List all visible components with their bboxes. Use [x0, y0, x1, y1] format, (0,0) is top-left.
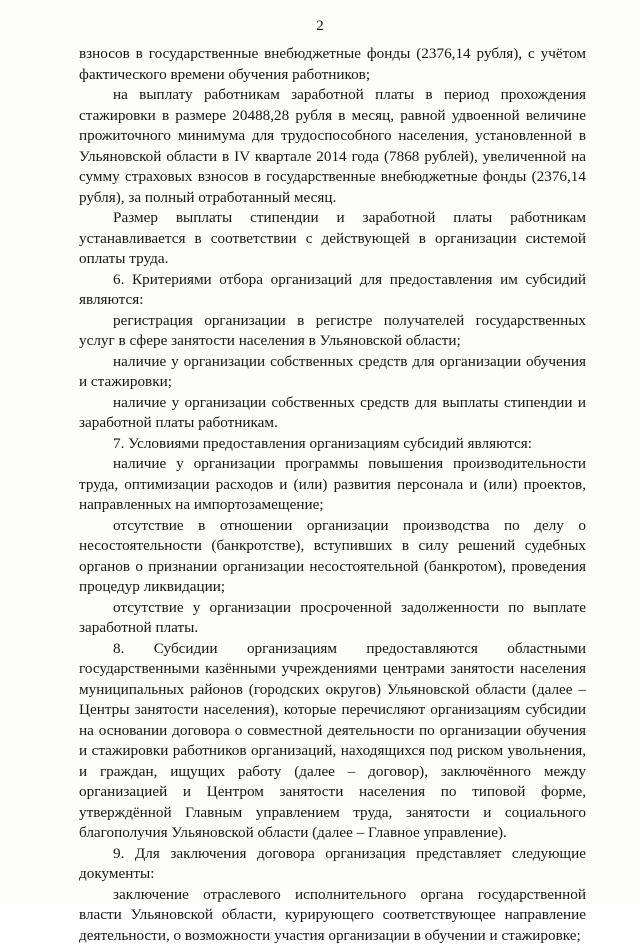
- document-sectoral-conclusion: заключение отраслевого исполнительного органа государственной власти Ульяновской области, курирующего соответствующее направление деятельности, о возможности участия организации в обучении и стажировке;: [79, 885, 586, 946]
- paragraph-contributions-continued: взносов в государственные внебюджетные фонды (2376,14 рубля), с учётом фактического времени обучения работников;: [79, 44, 586, 85]
- condition-no-bankruptcy: отсутствие в отношении организации производства по делу о несостоятельности (банкротстве), вступивших в силу решений судебных органов о признании организации несостоятельной (банкротом), проведения процедур ликвидации;: [79, 516, 586, 598]
- section-7-heading: 7. Условиями предоставления организациям субсидий являются:: [79, 434, 586, 455]
- page-number: 2: [0, 18, 640, 35]
- section-8-paragraph: 8. Субсидии организациям предоставляются областными государственными казёнными учреждениями центрами занятости населения муниципальных районов (городских округов) Ульяновской области (далее – Центры занятости населения), которые перечисляют организациям субсидии на основании договора о совместной деятельности по организации обучения и стажировки работников организаций, находящихся под риском увольнения, и граждан, ищущих работу (далее – договор), заключённого между организацией и Центром занятости населения по типовой форме, утверждённой Главным управлением труда, занятости и социального благополучия Ульяновской области (далее – Главное управление).: [79, 639, 586, 844]
- criterion-own-funds-wages: наличие у организации собственных средств для выплаты стипендии и заработной платы работникам.: [79, 393, 586, 434]
- document-body: [79, 44, 586, 946]
- condition-productivity-program: наличие у организации программы повышения производительности труда, оптимизации расходов и (или) развития персонала и (или) проектов, направленных на импортозамещение;: [79, 454, 586, 516]
- section-6-heading: 6. Критериями отбора организаций для предоставления им субсидий являются:: [79, 270, 586, 311]
- paragraph-internship-wage: на выплату работникам заработной платы в период прохождения стажировки в размере 20488,28 рубля в месяц, равной удвоенной величине прожиточного минимума для трудоспособного населения, установленной в Ульяновской области в IV квартале 2014 года (7868 рублей), увеличенной на сумму страховых взносов в государственные внебюджетные фонды (2376,14 рубля), за полный отработанный месяц.: [79, 85, 586, 208]
- section-9-heading: 9. Для заключения договора организация представляет следующие документы:: [79, 844, 586, 885]
- paragraph-payment-size: Размер выплаты стипендии и заработной платы работникам устанавливается в соответствии с действующей в организации системой оплаты труда.: [79, 208, 586, 270]
- criterion-registration: регистрация организации в регистре получателей государственных услуг в сфере занятости населения в Ульяновской области;: [79, 311, 586, 352]
- condition-no-wage-arrears: отсутствие у организации просроченной задолженности по выплате заработной платы.: [79, 598, 586, 639]
- criterion-own-funds-training: наличие у организации собственных средств для организации обучения и стажировки;: [79, 352, 586, 393]
